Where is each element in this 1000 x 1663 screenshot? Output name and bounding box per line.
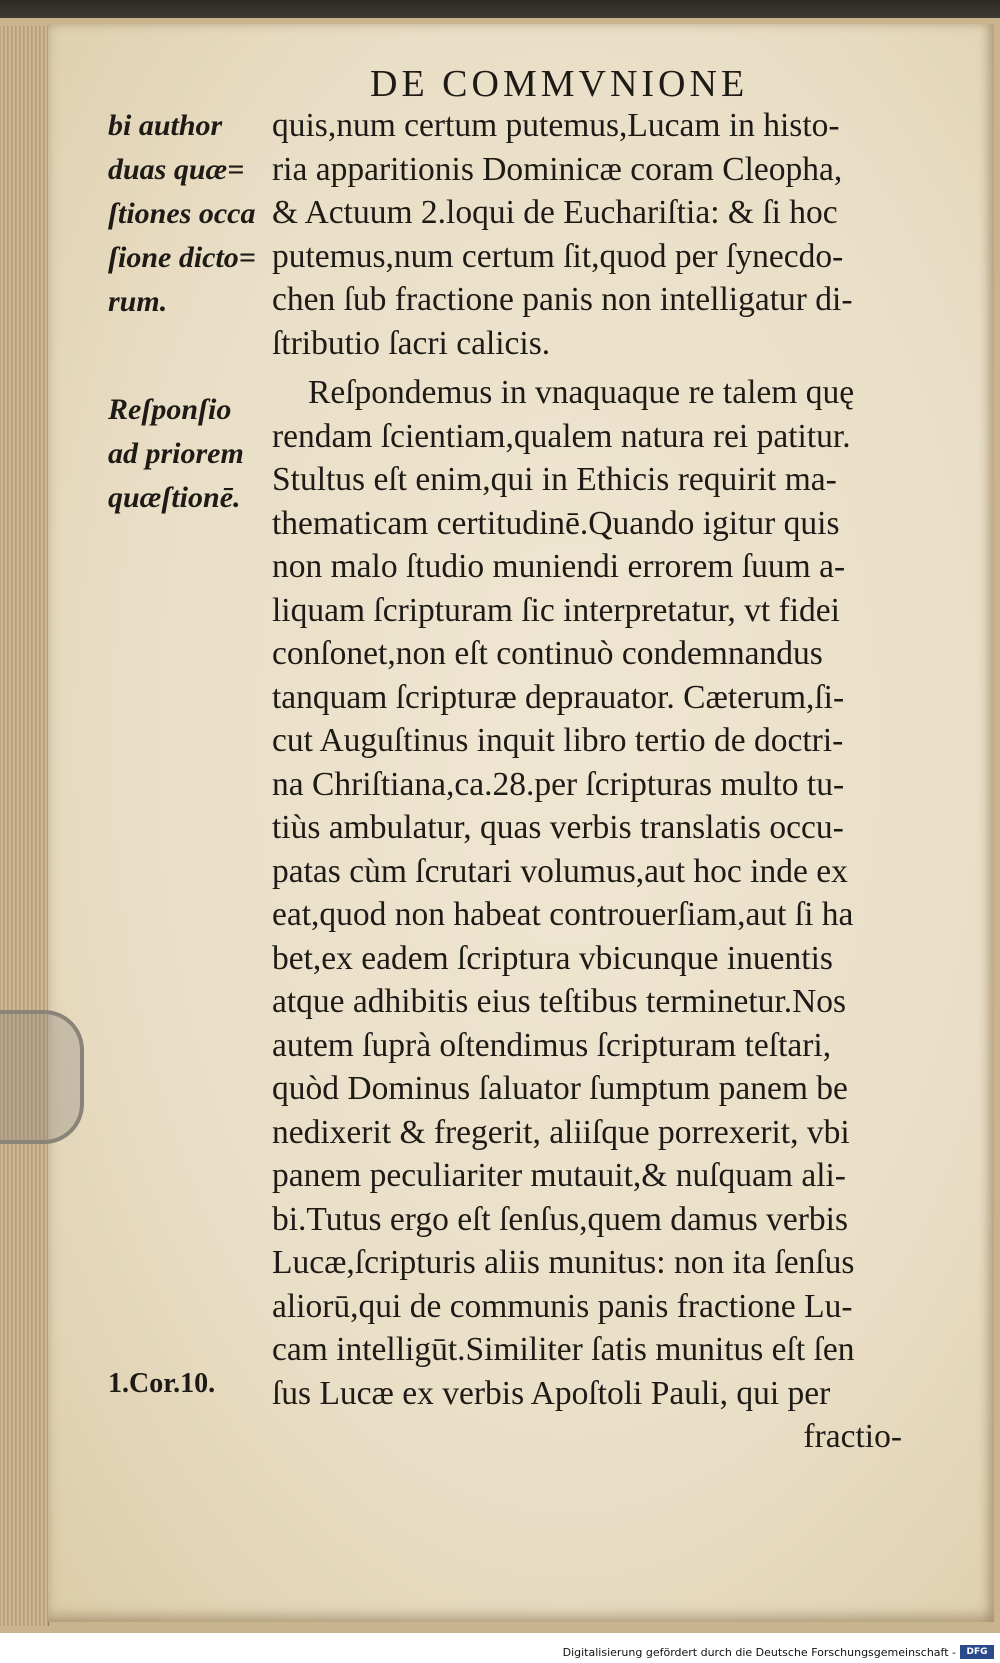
text-line: cut Auguſtinus inquit libro tertio de doctri- (272, 722, 844, 759)
margin-note-authors-questions (108, 104, 268, 324)
text-line: atque adhibitis eius teſtibus terminetur.Nos (272, 983, 847, 1020)
text-line: Reſpondemus in vnaquaque re talem quę (308, 374, 855, 411)
main-text-block (272, 104, 962, 1459)
margin-note-line: ſione dicto= (108, 241, 256, 274)
running-head: DE COMMVNIONE (370, 63, 749, 105)
margin-note-line: ſtiones occa (108, 197, 256, 230)
text-line: tiùs ambulatur, quas verbis translatis occu- (272, 809, 844, 846)
text-line: & Actuum 2.loqui de Euchariſtia: & ſi hoc (272, 194, 838, 231)
text-line: chen ſub fractione panis non intelligatur di- (272, 281, 853, 318)
text-line: autem ſuprà oſtendimus ſcripturam teſtari, (272, 1026, 832, 1064)
margin-note-line: ad priorem (108, 437, 244, 470)
catchword: fractio- (803, 1418, 902, 1455)
text-line: patas cùm ſcrutari volumus,aut hoc inde ex (272, 852, 848, 890)
text-line: thematicam certitudinē.Quando igitur quis (272, 504, 840, 542)
margin-note-line: Reſponſio (108, 393, 232, 426)
text-line: putemus,num certum ſit,quod per ſynecdo- (272, 237, 844, 275)
margin-note-response (108, 388, 268, 520)
page-clip (0, 1010, 84, 1144)
text-line: bet,ex eadem ſcriptura vbicunque inuentis (272, 939, 833, 977)
text-line: aliorū,qui de communis panis fractione Lu- (272, 1287, 853, 1325)
footer-credit: Digitalisierung gefördert durch die Deutsche Forschungsgemeinschaft - (562, 1646, 956, 1659)
text-line: ſtributio ſacri calicis. (272, 324, 551, 362)
text-line: conſonet,non eſt continuò condemnandus (272, 635, 823, 672)
margin-note-line: duas quæ= (108, 153, 245, 186)
text-line: liquam ſcripturam ſic interpretatur, vt fidei (272, 591, 840, 629)
text-line: panem peculiariter mutauit,& nuſquam ali- (272, 1157, 846, 1194)
text-line: quis,num certum putemus,Lucam in histo- (272, 107, 840, 144)
margin-note-citation: 1.Cor.10. (108, 1368, 216, 1399)
page-edges (0, 26, 49, 1626)
text-line: eat,quod non habeat controuerſiam,aut ſi ha (272, 896, 854, 933)
text-line: tanquam ſcripturæ deprauator. Cæterum,ſi- (272, 678, 845, 716)
text-line: quòd Dominus ſaluator ſumptum panem be (272, 1070, 848, 1107)
margin-note-line: rum. (108, 285, 168, 318)
margin-note-line: bi author (108, 109, 223, 142)
text-line: bi.Tutus ergo eſt ſenſus,quem damus verbis (272, 1200, 848, 1238)
text-line: Lucæ,ſcripturis aliis munitus: non ita ſenſus (272, 1244, 855, 1281)
text-line: non malo ſtudio muniendi errorem ſuum a- (272, 548, 846, 585)
text-line: Stultus eſt enim,qui in Ethicis requirit ma- (272, 461, 837, 498)
text-line: rendam ſcientiam,qualem natura rei patitur. (272, 417, 851, 455)
text-line: na Chriſtiana,ca.28.per ſcripturas multo tu- (272, 765, 845, 803)
text-line: ria apparitionis Dominicæ coram Cleopha, (272, 150, 843, 188)
margin-note-line: quæſtionē. (108, 481, 241, 514)
text-line: cam intelligūt.Similiter ſatis munitus eſt ſen (272, 1331, 855, 1368)
dfg-logo: DFG (960, 1645, 994, 1659)
text-line: ſus Lucæ ex verbis Apoſtoli Pauli, qui per (272, 1374, 831, 1412)
text-line: nedixerit & fregerit, aliiſque porrexerit, vbi (272, 1113, 850, 1151)
